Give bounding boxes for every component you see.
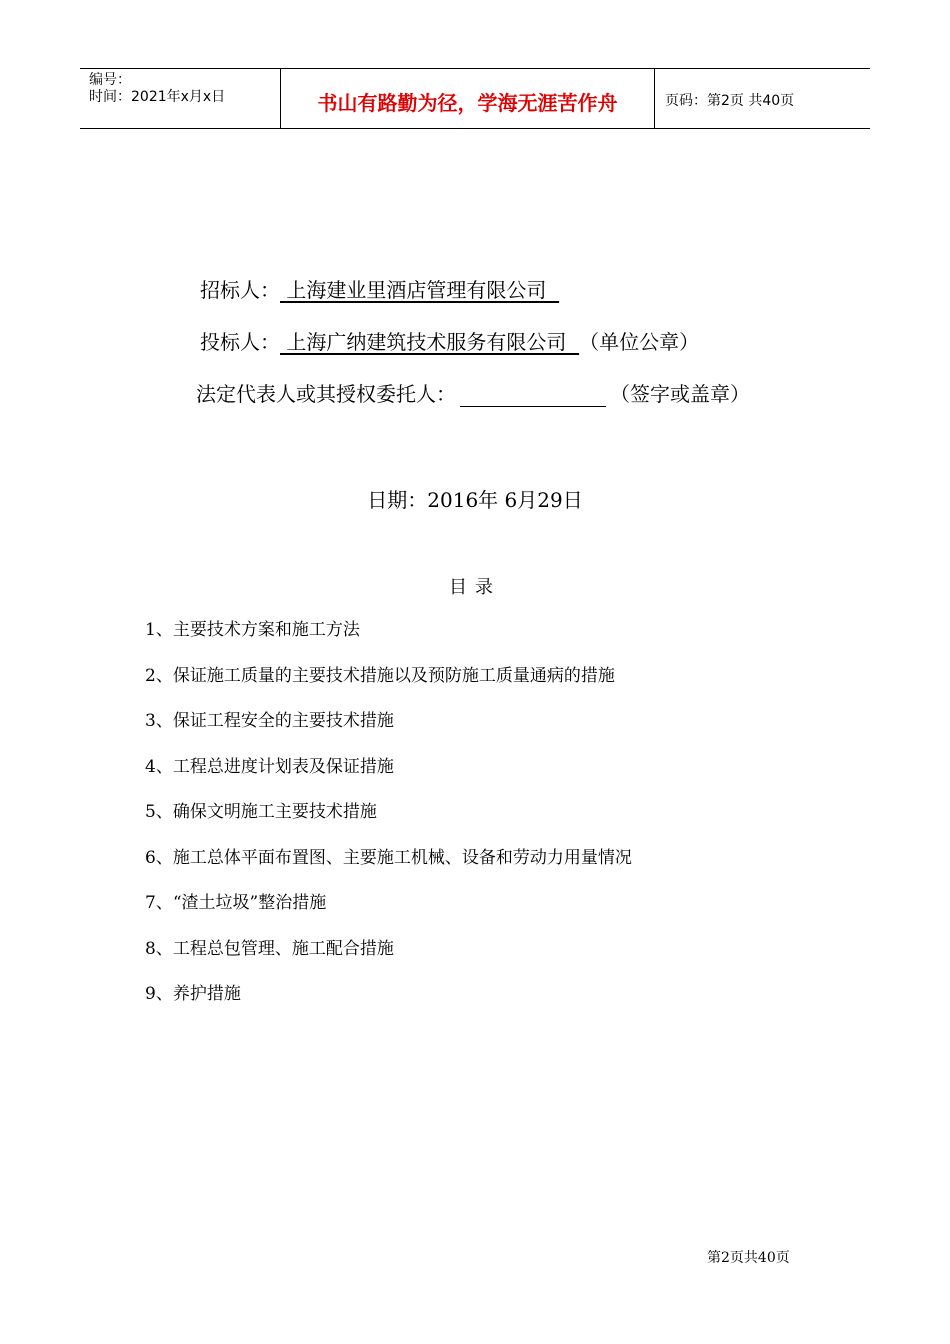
header-page-cell [655,69,870,128]
representative-label: 法定代表人或其授权委托人： [196,382,456,406]
tenderer-name: 上海建业里酒店管理有限公司 [280,278,560,302]
representative-sign-note: （签字或盖章） [610,382,750,406]
document-time-label: 时间：2021年x月x日 [89,89,226,105]
toc-item: 7、“渣土垃圾”整治措施 [145,893,327,913]
tenderer-label: 招标人： [200,278,280,302]
page-header [80,68,870,129]
document-date: 日期：2016年 6月29日 [367,488,583,512]
toc-item: 1、主要技术方案和施工方法 [145,620,360,640]
bidder-name: 上海广纳建筑技术服务有限公司 [280,330,580,354]
header-motto-cell [281,69,655,128]
header-motto: 书山有路勤为径，学海无涯苦作舟 [317,91,618,115]
toc-item: 2、保证施工质量的主要技术措施以及预防施工质量通病的措施 [145,665,615,686]
document-number-label: 编号： [89,72,131,88]
representative-line [196,378,750,407]
header-page-info: 页码：第2页 共40页 [665,93,795,109]
tenderer-line [200,274,559,303]
toc-item: 9、养护措施 [145,984,241,1004]
page-footer: 第2页共40页 [707,1250,790,1266]
header-meta-cell [80,69,281,128]
toc-item: 3、保证工程安全的主要技术措施 [145,711,394,731]
toc-item: 5、确保文明施工主要技术措施 [145,802,377,822]
toc-item: 6、施工总体平面布置图、主要施工机械、设备和劳动力用量情况 [145,847,632,868]
bidder-line [200,326,699,355]
signature-blank [460,386,606,407]
toc-item: 4、工程总进度计划表及保证措施 [145,756,394,777]
bidder-label: 投标人： [200,330,280,354]
table-of-contents [145,618,632,1028]
toc-title: 目录 [449,577,501,598]
bidder-seal-note: （单位公章） [579,330,700,354]
toc-item: 8、工程总包管理、施工配合措施 [145,938,394,959]
